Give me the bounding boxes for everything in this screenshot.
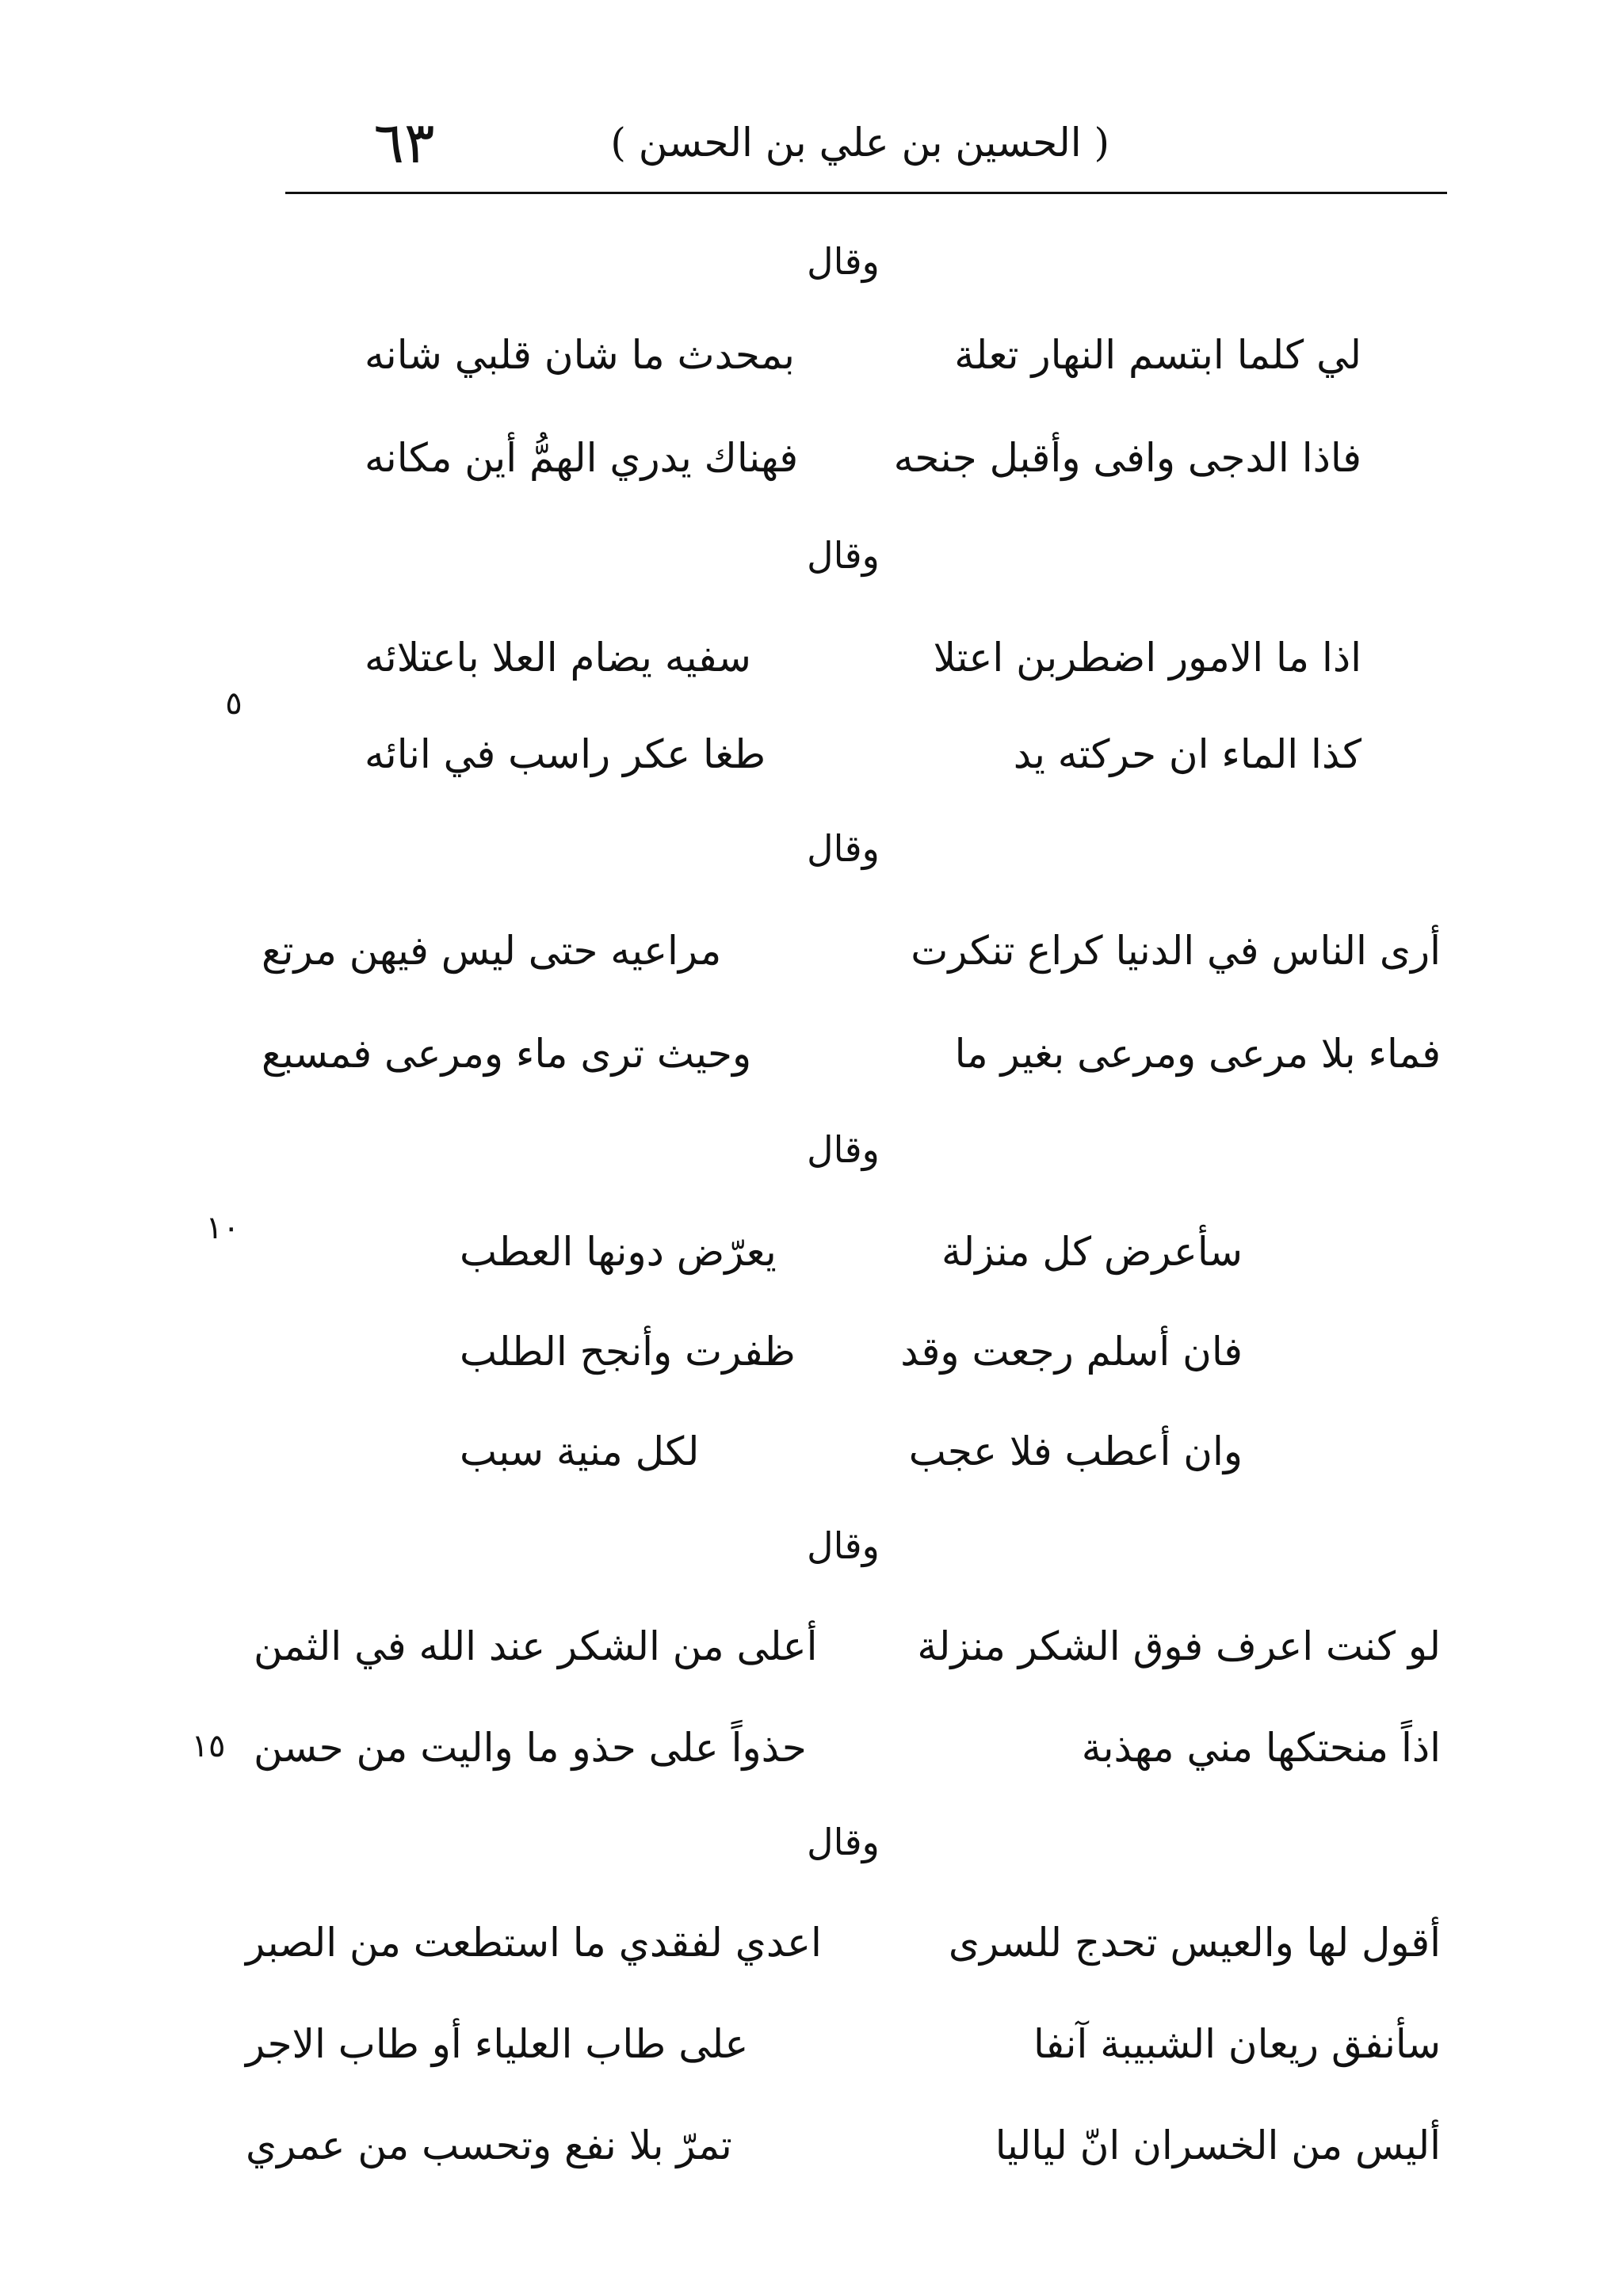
poem-heading: وقال: [807, 1524, 880, 1567]
verse-second-hemistich: اعدي لفقدي ما استطعت من الصبر: [246, 1920, 822, 1966]
verse-first-hemistich: فان أسلم رجعت وقد: [900, 1329, 1243, 1375]
verse-first-hemistich: اذاً منحتكها مني مهذبة: [1081, 1725, 1441, 1771]
verse-second-hemistich: لكل منية سبب: [460, 1428, 700, 1474]
verse-first-hemistich: سأنفق ريعان الشبيبة آنفا: [1033, 2021, 1441, 2067]
verse-first-hemistich: لي كلما ابتسم النهار تعلة: [954, 332, 1361, 378]
verse-first-hemistich: كذا الماء ان حركته يد: [1013, 731, 1361, 777]
line-number-margin: ٥: [225, 685, 242, 722]
poem-heading: وقال: [807, 1821, 880, 1863]
verse-first-hemistich: اذا ما الامور اضطربن اعتلا: [933, 635, 1361, 681]
verse-first-hemistich: أرى الناس في الدنيا كراع تنكرت: [911, 928, 1441, 974]
verse-first-hemistich: لو كنت اعرف فوق الشكر منزلة: [917, 1623, 1441, 1669]
verse-second-hemistich: على طاب العلياء أو طاب الاجر: [246, 2021, 749, 2067]
verse-second-hemistich: يعرّض دونها العطب: [460, 1229, 777, 1275]
verse-first-hemistich: فماء بلا مرعى ومرعى بغير ما: [954, 1031, 1441, 1077]
verse-second-hemistich: أعلى من الشكر عند الله في الثمن: [254, 1623, 818, 1669]
poem-heading: وقال: [807, 240, 880, 283]
verse-second-hemistich: بمحدث ما شان قلبي شانه: [365, 332, 795, 378]
page-number: ٦٣: [373, 109, 435, 176]
verse-first-hemistich: أقول لها والعيس تحدج للسرى: [948, 1920, 1441, 1966]
poem-heading: وقال: [807, 534, 880, 577]
verse-first-hemistich: سأعرض كل منزلة: [941, 1229, 1243, 1275]
header-rule: [285, 192, 1447, 194]
verse-second-hemistich: حذواً على حذو ما واليت من حسن: [254, 1725, 807, 1771]
verse-second-hemistich: ظفرت وأنجح الطلب: [460, 1329, 796, 1375]
verse-second-hemistich: سفيه يضام العلا باعتلائه: [365, 635, 751, 681]
line-number-margin: ١٥: [191, 1728, 226, 1764]
verse-second-hemistich: طغا عكر راسب في انائه: [365, 731, 766, 777]
verse-second-hemistich: تمرّ بلا نفع وتحسب من عمري: [246, 2122, 732, 2168]
verse-second-hemistich: فهناك يدري الهمُّ أين مكانه: [365, 435, 799, 481]
verse-first-hemistich: أليس من الخسران انّ لياليا: [995, 2122, 1441, 2168]
verse-second-hemistich: وحيث ترى ماء ومرعى فمسبع: [262, 1031, 752, 1077]
line-number-margin: ١٠: [205, 1210, 240, 1246]
poem-heading: وقال: [807, 1128, 880, 1171]
running-title: ( الحسين بن علي بن الحسن ): [610, 120, 1109, 166]
poem-heading: وقال: [807, 827, 880, 870]
verse-first-hemistich: فاذا الدجى وافى وأقبل جنحه: [893, 435, 1361, 481]
verse-second-hemistich: مراعيه حتى ليس فيهن مرتع: [262, 928, 722, 974]
verse-first-hemistich: وان أعطب فلا عجب: [908, 1428, 1243, 1474]
